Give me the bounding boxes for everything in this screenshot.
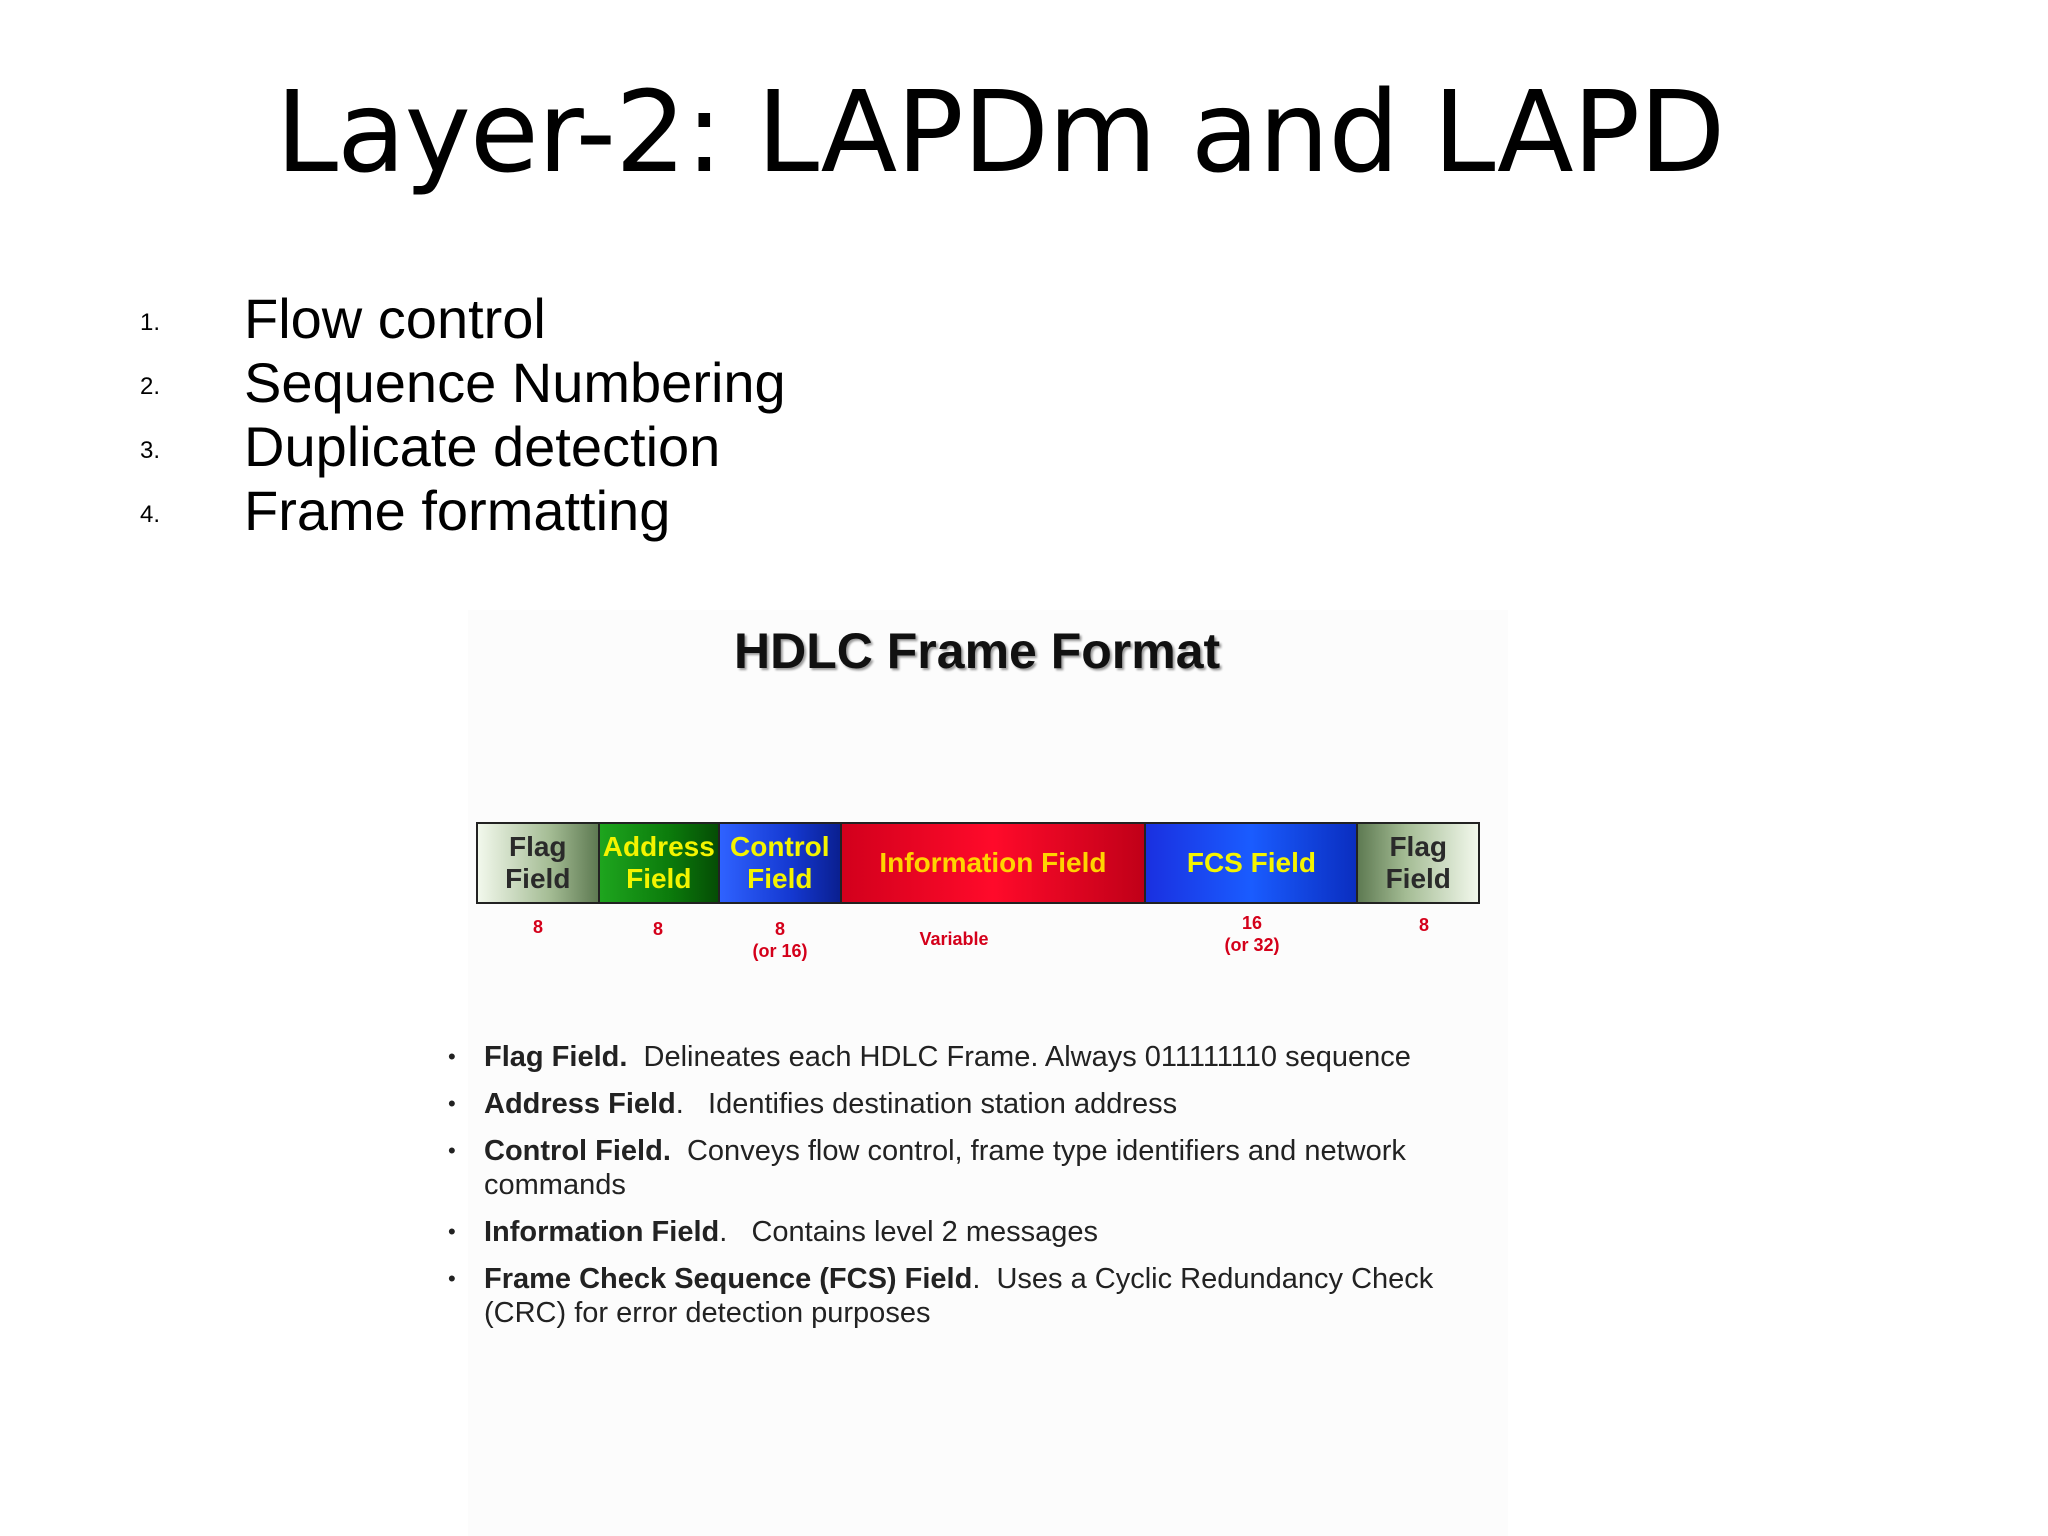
bit-length-control	[752, 918, 807, 962]
list-text: Duplicate detection	[244, 414, 721, 478]
description-term: Control Field.	[484, 1135, 671, 1167]
frame-field-flag-start	[478, 824, 600, 902]
list-item	[140, 414, 786, 478]
bit-length-value: 8	[652, 919, 664, 939]
bit-length-address	[653, 918, 663, 940]
description-item	[448, 1262, 1508, 1330]
list-number: 2.	[140, 373, 161, 400]
description-text: . Contains level 2 messages	[719, 1216, 1099, 1248]
list-text: Sequence Numbering	[244, 350, 786, 414]
bit-length-value: 8	[1418, 915, 1430, 935]
list-text: Flow control	[244, 286, 546, 350]
frame-field-information	[842, 824, 1147, 902]
description-text: Delineates each HDLC Frame. Always 011111110 sequence	[627, 1041, 1411, 1073]
figure-title: HDLC Frame Format	[734, 623, 1221, 679]
description-term: Frame Check Sequence (FCS) Field	[484, 1263, 973, 1295]
layer2-functions-list	[140, 286, 786, 542]
bit-length-fcs	[1224, 912, 1279, 956]
bit-length-value: 16	[1241, 913, 1263, 933]
list-text: Frame formatting	[244, 478, 671, 542]
field-label: Field	[1385, 863, 1451, 894]
bit-length-value: 8	[532, 917, 544, 937]
list-number: 1.	[140, 309, 161, 336]
bit-length-flag-end	[1419, 914, 1429, 936]
list-number: 3.	[140, 437, 161, 464]
list-item	[140, 286, 786, 350]
bit-length-alt: (or 16)	[752, 941, 808, 961]
list-item	[140, 350, 786, 414]
hdlc-frame-diagram	[476, 822, 1480, 904]
frame-field-address	[600, 824, 721, 902]
bit-length-flag-start	[533, 916, 543, 938]
field-label: Control	[730, 831, 830, 862]
description-term: Address Field	[484, 1088, 676, 1120]
frame-field-fcs	[1146, 824, 1358, 902]
field-label: Flag	[508, 831, 567, 862]
description-term: Flag Field.	[484, 1041, 628, 1073]
bit-length-information	[919, 928, 988, 950]
field-label: Field	[747, 863, 813, 894]
field-label: Address	[602, 831, 715, 862]
bit-length-value: 8	[774, 919, 786, 939]
slide-title: Layer-2: LAPDm and LAPD	[275, 68, 1725, 198]
frame-field-control	[720, 824, 842, 902]
frame-field-flag-end	[1358, 824, 1478, 902]
list-number: 4.	[140, 501, 161, 528]
description-text: Conveys flow control, frame type identifiers and network commands	[484, 1135, 1414, 1201]
description-text: . Uses a Cyclic Redundancy Check (CRC) for error detection purposes	[484, 1263, 1442, 1329]
description-text: . Identifies destination station address	[675, 1088, 1178, 1120]
list-item	[140, 478, 786, 542]
field-label: Field	[505, 863, 571, 894]
field-label: Field	[626, 863, 692, 894]
description-item	[448, 1134, 1508, 1202]
bit-length-alt: (or 32)	[1224, 935, 1280, 955]
description-item	[448, 1087, 1508, 1121]
field-label: Information Field	[879, 847, 1107, 878]
field-descriptions	[448, 1040, 1508, 1343]
bit-length-value: Variable	[919, 929, 989, 949]
description-term: Information Field	[484, 1216, 720, 1248]
field-label: FCS Field	[1186, 847, 1316, 878]
description-item	[448, 1215, 1508, 1249]
field-label: Flag	[1389, 831, 1448, 862]
description-item	[448, 1040, 1508, 1074]
